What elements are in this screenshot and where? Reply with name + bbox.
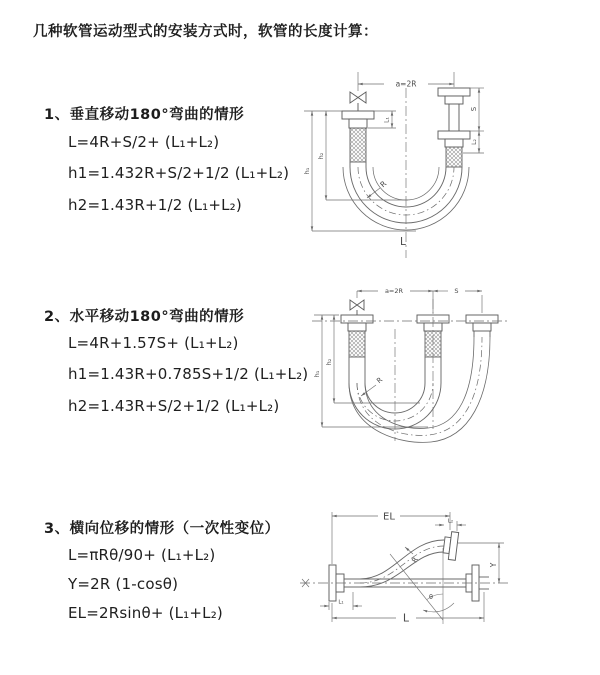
- label-a2r: a=2R: [384, 287, 404, 295]
- section-3-heading: 3、横向位移的情形（一次性变位）: [44, 521, 280, 537]
- label-l: L: [400, 236, 406, 248]
- dimension-lines: [312, 291, 508, 441]
- label-r: R: [410, 555, 420, 565]
- rotation-arrow: [423, 603, 454, 612]
- label-l2: L₂: [447, 518, 454, 525]
- page-title: 几种软管运动型式的安装方式时，软管的长度计算：: [33, 24, 378, 40]
- diagram-horizontal-180-bend: [306, 279, 594, 464]
- diagram-vertical-180-bend: [296, 58, 588, 268]
- label-h2: h₂: [317, 152, 325, 160]
- construction-lines: [390, 548, 454, 624]
- section-1-formula-L: L=4R+S/2+ (L₁+L₂): [68, 133, 220, 151]
- section-3-formula-Y: Y=2R (1-cosθ): [68, 575, 179, 593]
- label-l1: L₁: [338, 599, 344, 606]
- diagram-lateral-displacement: [296, 500, 594, 652]
- valve-icon: [350, 300, 364, 315]
- label-s: S: [454, 287, 459, 295]
- section-2-formula-h2: h2=1.43R+S/2+1/2 (L₁+L₂): [68, 397, 280, 415]
- label-r: R: [378, 179, 389, 190]
- braided-hose-section: [350, 128, 366, 162]
- pipes-and-hose: [329, 531, 489, 601]
- hose-u-bends: [349, 331, 490, 442]
- section-2-heading: 2、水平移动180°弯曲的情形: [44, 309, 245, 325]
- label-y: Y: [489, 562, 498, 568]
- label-s: S: [470, 106, 478, 112]
- radius-leader: [361, 385, 376, 396]
- label-l: L: [402, 611, 410, 625]
- label-l1: L₁: [383, 117, 391, 123]
- valve-icon: [350, 92, 366, 111]
- section-2-formula-h1: h1=1.43R+0.785S+1/2 (L₁+L₂): [68, 365, 309, 383]
- label-el: EL: [383, 511, 395, 523]
- displaced-flange: [442, 531, 458, 560]
- braided-hose-section: [446, 147, 462, 167]
- label-h1: h₁: [313, 370, 321, 378]
- radius-leader: [367, 188, 380, 198]
- radius-leader: [405, 547, 413, 554]
- section-1-formula-h1: h1=1.432R+S/2+1/2 (L₁+L₂): [68, 164, 290, 182]
- label-a2r: a=2R: [395, 79, 417, 89]
- braided-hose-section: [349, 331, 365, 357]
- section-1-heading: 1、垂直移动180°弯曲的情形: [44, 107, 245, 123]
- section-3-formula-L: L=πRθ/90+ (L₁+L₂): [68, 546, 216, 564]
- pipe-fittings: [341, 300, 498, 331]
- label-theta: θ: [429, 593, 433, 601]
- label-l2: L₂: [471, 139, 478, 145]
- section-3-formula-EL: EL=2Rsinθ+ (L₁+L₂): [68, 604, 223, 622]
- label-r: R: [375, 375, 385, 386]
- section-2-formula-L: L=4R+1.57S+ (L₁+L₂): [68, 334, 239, 352]
- section-1-formula-h2: h2=1.43R+1/2 (L₁+L₂): [68, 196, 242, 214]
- label-h1: h₁: [303, 167, 311, 175]
- label-h2: h₂: [325, 358, 333, 366]
